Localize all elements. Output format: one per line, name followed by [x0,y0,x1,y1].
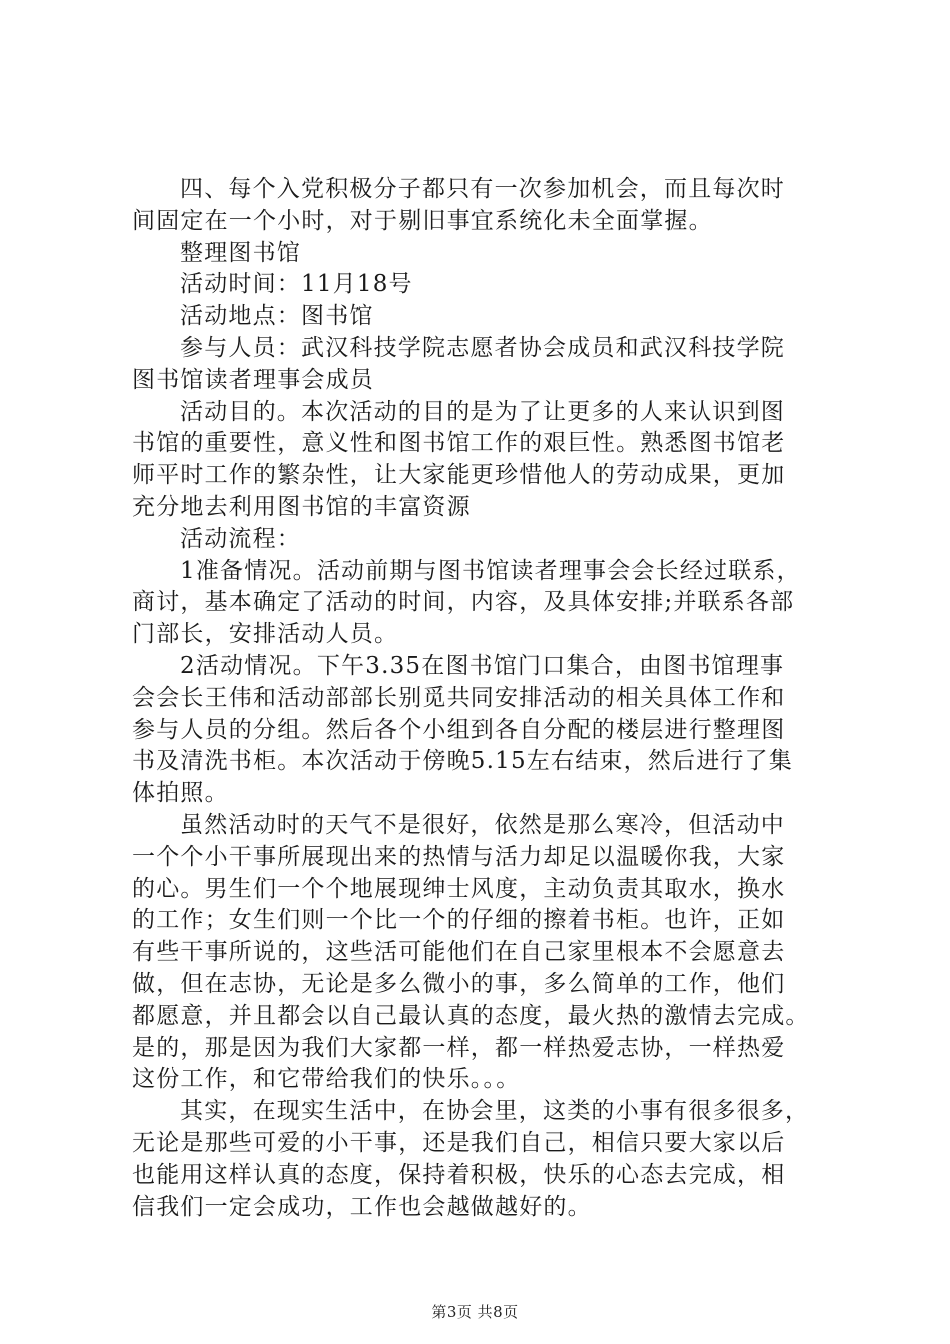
text-line: 体拍照。 [132,780,229,807]
page-footer: 第3页 共8页 [431,1303,519,1321]
text-line: 活动时间：11月18号 [180,271,413,298]
text-line: 是的，那是因为我们大家都一样，都一样热爱志协，一样热爱 [132,1034,786,1061]
text-line: 做，但在志协，无论是多么微小的事，多么简单的工作，他们 [132,970,786,997]
text-line: 1准备情况。活动前期与图书馆读者理事会会长经过联系， [180,557,801,584]
text-line: 有些干事所说的，这些活可能他们在自己家里根本不会愿意去 [132,939,786,966]
text-line: 书及清洗书柜。本次活动于傍晚5.15左右结束，然后进行了集 [132,748,794,775]
paragraph [132,397,838,524]
text-line: 这份工作，和它带给我们的快乐。。。 [132,1066,521,1093]
text-line: 的工作；女生们则一个比一个的仔细的擦着书柜。也许，正如 [132,907,786,934]
text-line: 活动地点：图书馆 [180,303,374,330]
text-line: 的心。男生们一个个地展现绅士风度，主动负责其取水，换水 [132,875,786,902]
text-line: 参与人员的分组。然后各个小组到各自分配的楼层进行整理图 [132,716,786,743]
text-line: 虽然活动时的天气不是很好，依然是那么寒冷，但活动中 [180,811,785,838]
text-line: 也能用这样认真的态度，保持着积极，快乐的心态去完成，相 [132,1161,786,1188]
text-line: 书馆的重要性，意义性和图书馆工作的艰巨性。熟悉图书馆老 [132,430,786,457]
paragraph [132,1096,838,1223]
text-line: 四、每个入党积极分子都只有一次参加机会，而且每次时 [180,176,785,202]
text-line: 整理图书馆 [180,239,301,266]
text-line: 间固定在一个小时，对于剔旧事宜系统化未全面掌握。 [132,207,713,234]
paragraph [132,333,838,397]
paragraph [132,301,838,333]
text-line: 图书馆读者理事会成员 [132,366,374,393]
text-line: 活动目的。本次活动的目的是为了让更多的人来认识到图 [180,398,785,425]
text-line: 都愿意，并且都会以自己最认真的态度，最火热的激情去完成。 [132,1002,810,1029]
text-line: 无论是那些可爱的小干事，还是我们自己，相信只要大家以后 [132,1129,786,1156]
paragraph [132,556,838,651]
text-line: 其实，在现实生活中，在协会里，这类的小事有很多很多， [180,1098,810,1125]
text-line: 门部长，安排活动人员。 [132,621,399,648]
text-line: 活动流程： [180,525,301,552]
paragraph [132,524,838,556]
text-line: 充分地去利用图书馆的丰富资源 [132,493,471,520]
text-line: 参与人员：武汉科技学院志愿者协会成员和武汉科技学院 [180,334,785,361]
paragraph [132,174,838,238]
text-line: 一个个小干事所展现出来的热情与活力却足以温暖你我，大家 [132,843,786,870]
paragraph-list [132,174,838,1223]
text-line: 师平时工作的繁杂性，让大家能更珍惜他人的劳动成果，更加 [132,462,786,489]
paragraph [132,238,838,270]
document-body [132,174,838,1223]
text-line: 2活动情况。下午3.35在图书馆门口集合，由图书馆理事 [180,652,785,679]
text-line: 会会长王伟和活动部部长别觅共同安排活动的相关具体工作和 [132,684,786,711]
paragraph [132,651,838,810]
text-line: 信我们一定会成功，工作也会越做越好的。 [132,1193,592,1220]
text-line: 商讨，基本确定了活动的时间，内容，及具体安排;并联系各部 [132,589,795,616]
paragraph [132,269,838,301]
paragraph [132,810,838,1096]
